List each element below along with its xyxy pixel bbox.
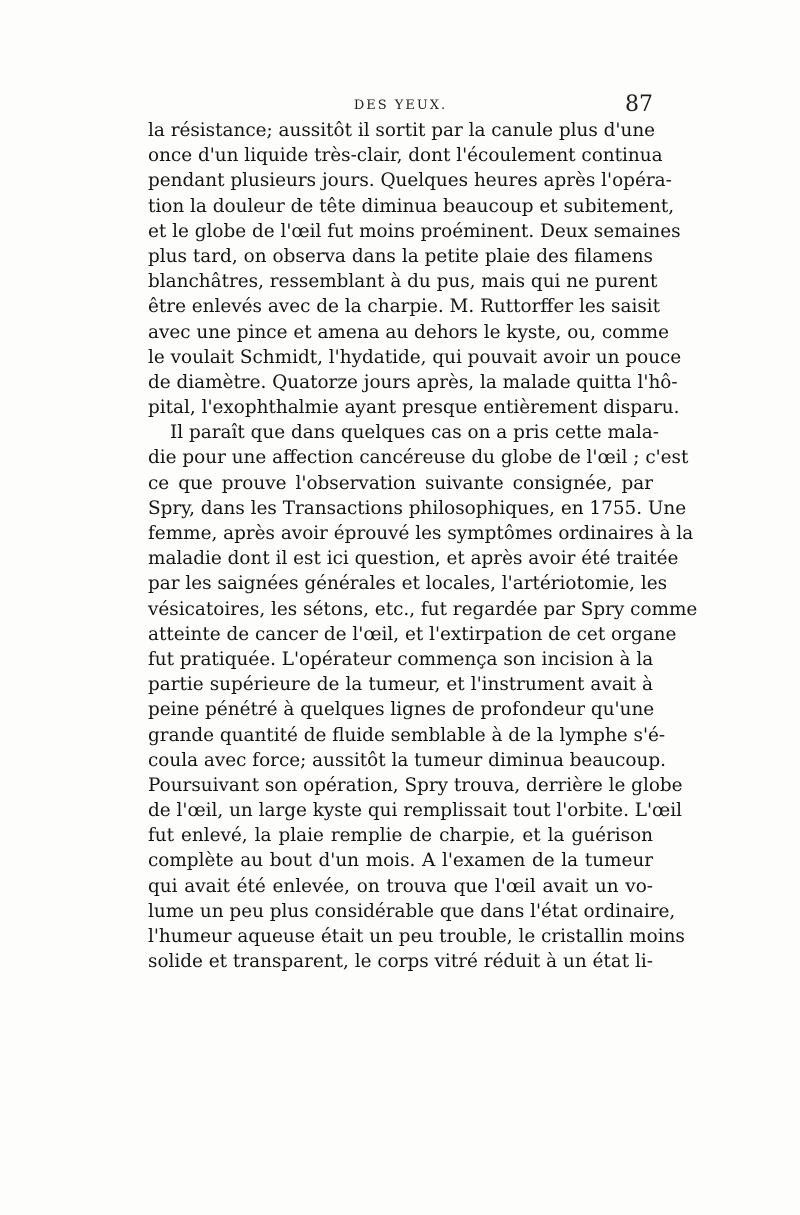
text-line: once d'un liquide très-clair, dont l'écoulement continua xyxy=(148,145,663,167)
text-line: fut pratiquée. L'opérateur commença son incision à la xyxy=(148,648,654,670)
text-line: femme, après avoir éprouvé les symptômes ordinaires à la xyxy=(148,523,694,544)
text-line: la résistance; aussitôt il sortit par la canule plus d'une xyxy=(148,120,656,141)
text-line: pital, l'exophthalmie ayant presque entièrement disparu. xyxy=(148,397,680,419)
text-line: solide et transparent, le corps vitré réduit à un état li- xyxy=(148,951,653,973)
text-line: grande quantité de fluide semblable à de la lymphe s'é- xyxy=(148,724,666,746)
text-line: partie supérieure de la tumeur, et l'instrument avait à xyxy=(148,674,653,696)
text-line: fut enlevé, la plaie remplie de charpie, et la guérison xyxy=(148,825,653,847)
text-line: Spry, dans les Transactions philosophiques, en 1755. Une xyxy=(148,497,687,519)
text-line: die pour une affection cancéreuse du globe de l'œil ; c'est xyxy=(148,447,689,469)
text-line: être enlevés avec de la charpie. M. Ruttorffer les saisit xyxy=(148,296,661,318)
text-line: le voulait Schmidt, l'hydatide, qui pouvait avoir un pouce xyxy=(148,346,682,368)
text-line: avec une pince et amena au dehors le kyste, ou, comme xyxy=(148,321,669,343)
text-line: tion la douleur de tête diminua beaucoup et subitement, xyxy=(148,195,675,217)
text-line: atteinte de cancer de l'œil, et l'extirpation de cet organe xyxy=(148,623,677,645)
text-line: maladie dont il est ici question, et après avoir été traitée xyxy=(148,548,679,570)
text-line: de diamètre. Quatorze jours après, la malade quitta l'hô- xyxy=(148,371,678,393)
text-line: Poursuivant son opération, Spry trouva, derrière le globe xyxy=(148,774,683,796)
text-line: plus tard, on observa dans la petite plaie des filamens xyxy=(148,245,653,267)
text-line: coula avec force; aussitôt la tumeur diminua beaucoup. xyxy=(148,749,666,771)
text-line: qui avait été enlevée, on trouva que l'œil avait un vo- xyxy=(148,875,653,897)
text-line: et le globe de l'œil fut moins proéminent. Deux semaines xyxy=(148,220,681,242)
text-line: par les saignées générales et locales, l'artériotomie, les xyxy=(148,573,668,595)
text-line: peine pénétré à quelques lignes de profondeur qu'une xyxy=(148,699,655,721)
text-line: complète au bout d'un mois. A l'examen de la tumeur xyxy=(148,850,653,872)
text-line: pendant plusieurs jours. Quelques heures après l'opéra- xyxy=(148,170,672,192)
text-line: de l'œil, un large kyste qui remplissait tout l'orbite. L'œil xyxy=(148,800,682,822)
text-line: Il paraît que dans quelques cas on a pris cette mala- xyxy=(170,422,659,444)
page-number: 87 xyxy=(625,92,653,117)
running-head: DES YEUX. xyxy=(353,98,448,113)
text-line: lume un peu plus considérable que dans l'état ordinaire, xyxy=(148,900,676,922)
text-line: ce que prouve l'observation suivante consignée, par xyxy=(148,472,653,494)
text-line: blanchâtres, ressemblant à du pus, mais qui ne purent xyxy=(148,271,658,293)
body-text xyxy=(148,118,698,974)
text-line: vésicatoires, les sétons, etc., fut regardée par Spry comme xyxy=(148,598,698,620)
text-line: l'humeur aqueuse était un peu trouble, le cristallin moins xyxy=(148,926,685,947)
